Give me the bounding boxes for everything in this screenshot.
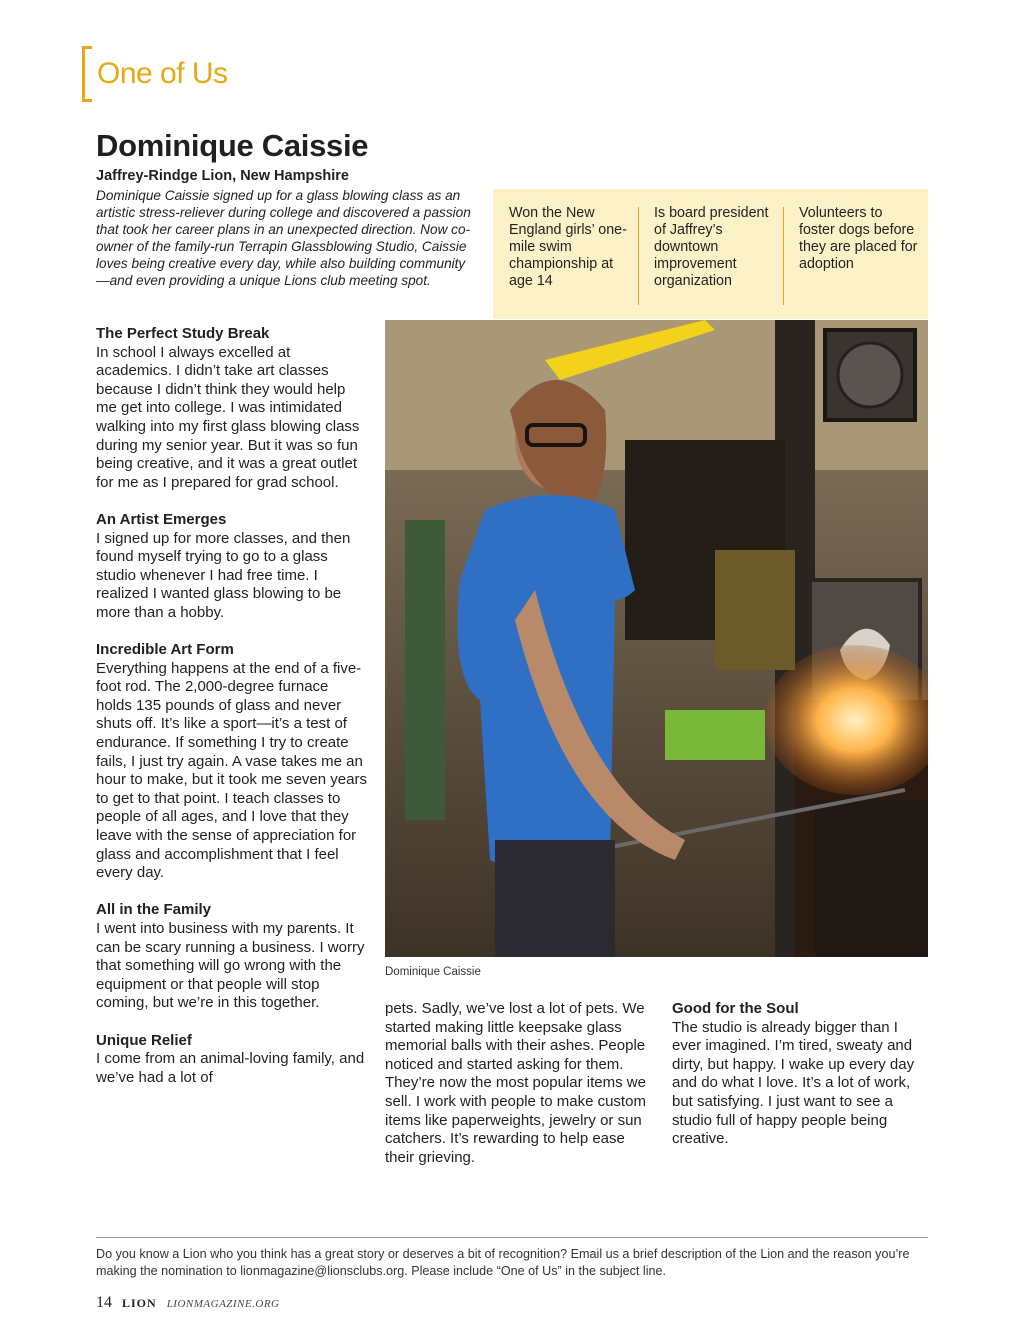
- fact-dogs: Volunteers to foster dogs before they are placed for adoption: [783, 189, 928, 319]
- article-intro: Dominique Caissie signed up for a glass blowing class as an artistic stress-reliever during college and discovered a passion that took her career plans in an unexpected direction. Now co-owner of the family-run Terrapin Glassblowing Studio, Caissie loves being creative every day, while also building community—and even providing a unique Lions club meeting spot.: [96, 188, 471, 288]
- section-heading: The Perfect Study Break: [96, 325, 270, 342]
- photo-caption: Dominique Caissie: [385, 966, 481, 978]
- section-heading: Unique Relief: [96, 1031, 192, 1049]
- page-number: 14: [96, 1294, 112, 1311]
- section-header: [82, 46, 228, 102]
- section-heading: An Artist Emerges: [96, 510, 227, 528]
- article-headline: Dominique Caissie: [96, 128, 369, 163]
- glassblowing-studio-image: [385, 320, 928, 957]
- footer-divider: [96, 1237, 928, 1238]
- bracket-decoration: [82, 46, 92, 102]
- section-body: In school I always excelled at academics. I didn’t take art classes because I didn’t think they would help me get into college. I was intimidated walking into my first glass blowing class during my senior year. But it was so fun being creative, and it was a great outlet for me as I prepared for grad school.: [96, 343, 360, 491]
- fact-swim: Won the New England girls’ one-mile swim championship at age 14: [509, 205, 627, 289]
- section-body: Everything happens at the end of a five-foot rod. The 2,000-degree furnace holds 135 pounds of glass and never shuts off. It’s like a sport—it’s a test of endurance. If something I try to create fails, I just try again. A vase takes me an hour to make, but it took me seven years to get to that point. I teach classes to people of all ages, and I love that they leave with the sense of appreciation for glass and accomplishment that I feel every day.: [96, 659, 367, 882]
- section-heading: All in the Family: [96, 901, 212, 919]
- portrait-photo: [385, 320, 928, 957]
- section-heading: Good for the Soul: [672, 1000, 799, 1017]
- article-column-3: [672, 1000, 930, 1167]
- fact-board: Is board president of Jaffrey’s downtown improvement organization: [638, 189, 783, 319]
- section-heading: Incredible Art Form: [96, 641, 234, 659]
- section-body: I come from an animal-loving family, and we’ve had a lot of: [96, 1050, 365, 1086]
- article-affiliation: Jaffrey-Rindge Lion, New Hampshire: [96, 168, 349, 184]
- page-folio: [96, 1294, 280, 1312]
- section-body: I went into business with my parents. It can be scary running a business. I worry that something will go wrong with the equipment or that people will stop coming, but we’re in this together.: [96, 920, 365, 1012]
- article-column-1: [96, 325, 368, 1106]
- section-body: The studio is already bigger than I ever imagined. I’m tired, sweaty and dirty, but happy. I wake up every day and do what I love. It’s a lot of work, but satisfying. I just want to see a studio full of happy people being creative.: [672, 1018, 915, 1148]
- fun-facts-box: [493, 189, 928, 319]
- magazine-name: LION: [122, 1296, 157, 1310]
- section-body-continued: pets. Sadly, we’ve lost a lot of pets. We started making little keepsake glass memorial balls with their ashes. People noticed and started asking for them. They’re now the most popular items we sell. I work with people to make custom items like paperweights, jewelry or sun catchers. It’s rewarding to help ease their grieving.: [385, 1000, 646, 1166]
- section-body: I signed up for more classes, and then found myself trying to go to a glass studio whenever I had free time. I realized I wanted glass blowing to be more than a hobby.: [96, 529, 351, 621]
- article-column-2: [385, 1000, 657, 1186]
- section-title: One of Us: [97, 57, 228, 90]
- magazine-url: LIONMAGAZINE.ORG: [166, 1298, 280, 1310]
- nomination-note: Do you know a Lion who you think has a great story or deserves a bit of recognition? Email us a brief description of the Lion and the reason you’re making the nomination to lionmagazine@lionsclubs.org. Please include “One of Us” in the subject line.: [96, 1247, 910, 1278]
